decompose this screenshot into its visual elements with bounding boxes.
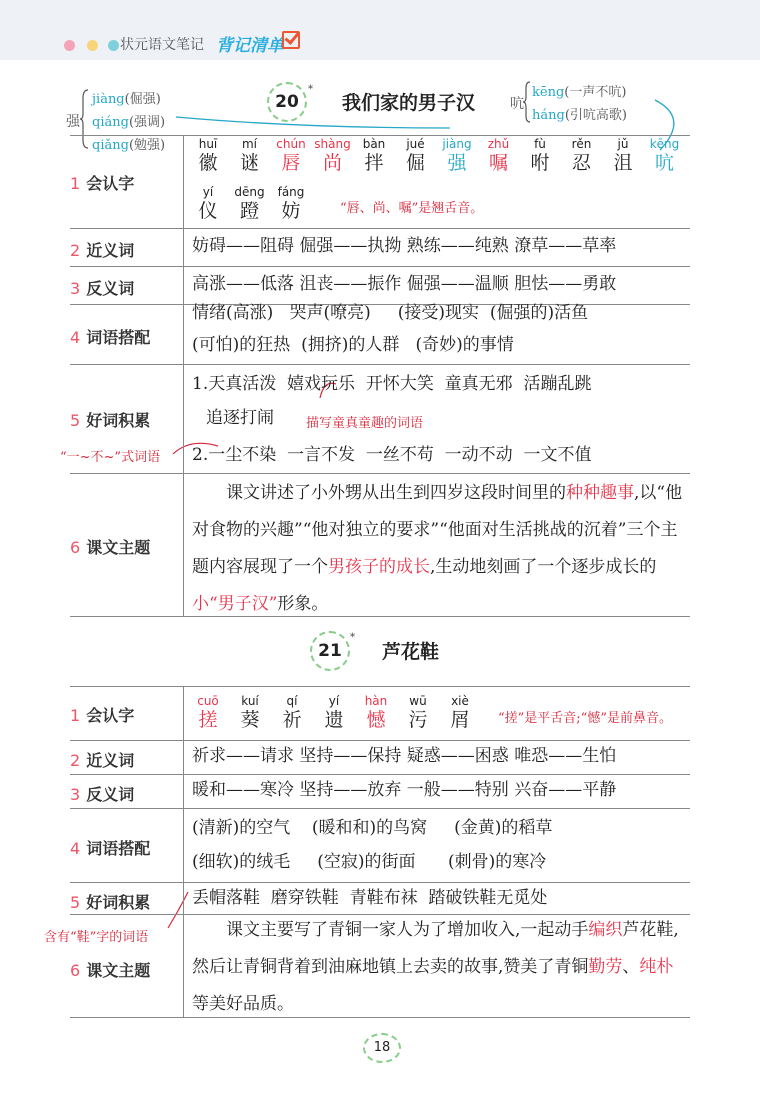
hanzi: 谜: [239, 152, 259, 174]
series-title: 状元语文笔记: [120, 37, 204, 53]
pinyin: cuō: [197, 694, 219, 708]
good-words-line: 2.一尘不染 一言不发 一丝不苟 一动不动 一文不值: [192, 445, 592, 465]
row-label: 1 会认字: [70, 706, 135, 725]
row-label: 2 近义词: [70, 241, 135, 260]
theme-text: 课文讲述了小外甥从出生到四岁这段时间里的: [226, 483, 566, 503]
required-star: *: [308, 84, 313, 95]
synonyms: 妨碍——阻碍 倔强——执拗 熟练——纯熟 潦草——草率: [192, 236, 617, 256]
pinyin: wū: [409, 694, 427, 708]
hanzi: 遗: [324, 709, 344, 731]
recognize-char: [560, 137, 604, 175]
hanzi: 咐: [530, 152, 550, 174]
recognize-char: [269, 137, 313, 175]
collocation-line: (清新)的空气 (暖和和)的鸟窝 (金黄)的稻草: [192, 818, 553, 838]
good-words-line: 1.天真活泼 嬉戏玩乐 开怀大笑 童真无邪 活蹦乱跳: [192, 374, 592, 394]
pinyin: yí: [202, 185, 214, 199]
highlight-text: 男孩子的成长: [328, 557, 430, 577]
row-label: 5 好词积累: [70, 893, 151, 912]
row-label: 6 课文主题: [70, 961, 151, 980]
recognize-char: [186, 137, 230, 175]
polyphone-reading: háng(引吭高歌): [532, 108, 627, 123]
polyphone-reading: qiáng(强调): [92, 115, 166, 130]
hanzi: 妨: [281, 200, 301, 222]
hanzi: 倔: [405, 152, 425, 174]
recognize-char: [438, 694, 482, 732]
row-label: 6 课文主题: [70, 538, 151, 557]
good-words-line: 追逐打闹: [206, 408, 274, 428]
pinyin: jiàng: [442, 137, 472, 151]
recognize-char: [228, 137, 272, 175]
row-label: 3 反义词: [70, 785, 135, 804]
synonyms: 祈求——请求 坚持——保持 疑惑——困惑 唯恐——生怕: [192, 746, 617, 766]
hanzi: 憾: [366, 709, 386, 731]
recognize-char: [435, 137, 479, 175]
pinyin: qí: [286, 694, 298, 708]
good-words: 丢帽落鞋 磨穿铁鞋 青鞋布袜 踏破铁鞋无觅处: [192, 888, 548, 908]
theme-text: ,生动地刻画了一个逐步成长的: [430, 557, 657, 577]
lesson-number-badge: 20: [267, 82, 307, 122]
highlight-text: 种种趣事: [566, 483, 634, 503]
recognize-char: [186, 185, 230, 223]
polyphone-char: 吭: [510, 96, 524, 112]
recognize-char: [186, 694, 230, 732]
pinyin: jǔ: [617, 137, 629, 151]
antonyms: 高涨——低落 沮丧——振作 倔强——温顺 胆怯——勇敢: [192, 274, 617, 294]
row-label: 3 反义词: [70, 279, 135, 298]
row-label: 1 会认字: [70, 174, 135, 193]
page-number: 18: [363, 1033, 401, 1063]
recognize-char: [352, 137, 396, 175]
pronunciation-note: “唇、尚、嘱”是翘舌音。: [340, 201, 484, 216]
row-label: 4 词语搭配: [70, 839, 151, 858]
lesson-title: 我们家的男子汉: [342, 92, 476, 114]
highlight-text: 小“男子汉”: [192, 594, 278, 614]
hanzi: 忍: [571, 152, 591, 174]
pinyin: kēng: [649, 137, 680, 151]
hanzi: 沮: [613, 152, 633, 174]
highlight-text: 纯朴: [639, 957, 674, 977]
pronunciation-note: “搓”是平舌音;“憾”是前鼻音。: [498, 711, 672, 726]
theme-paragraph: [192, 912, 684, 1023]
polyphone-reading: qiǎng(勉强): [92, 138, 166, 153]
hanzi: 嘱: [488, 152, 508, 174]
pinyin: fáng: [277, 185, 305, 199]
hanzi: 污: [408, 709, 428, 731]
recognize-char: [477, 137, 521, 175]
pinyin: rěn: [571, 137, 592, 151]
recognize-chars: [186, 694, 506, 734]
pinyin: bàn: [362, 137, 386, 151]
recognize-char: [643, 137, 687, 175]
hanzi: 拌: [364, 152, 384, 174]
section-title: 背记清单: [216, 36, 284, 56]
recognize-chars-line2: [186, 185, 346, 225]
collocation-line: (可怕)的狂热 (拥挤)的人群 (奇妙)的事情: [192, 335, 514, 355]
recognize-char: [228, 694, 272, 732]
hanzi: 蹬: [239, 200, 259, 222]
pinyin: shàng: [314, 137, 351, 151]
polyphone-reading: kēng(一声不吭): [532, 85, 627, 100]
theme-text: 形象。: [277, 594, 329, 614]
pinyin: yí: [328, 694, 340, 708]
pinyin: zhǔ: [487, 137, 510, 151]
recognize-char: [269, 185, 313, 223]
polyphone-reading: jiàng(倔强): [92, 92, 161, 107]
recognize-chars-line1: [186, 137, 686, 177]
pinyin: hàn: [364, 694, 388, 708]
recognize-char: [396, 694, 440, 732]
theme-paragraph: [192, 475, 684, 623]
polyphone-char: 强: [66, 114, 80, 130]
hanzi: 屑: [450, 709, 470, 731]
theme-text: 课文主要写了青铜一家人为了增加收入,一起动手: [226, 920, 589, 940]
hanzi: 葵: [240, 709, 260, 731]
pinyin: huī: [198, 137, 218, 151]
pinyin: kuí: [241, 694, 259, 708]
recognize-char: [270, 694, 314, 732]
recognize-char: [312, 694, 356, 732]
recognize-char: [601, 137, 645, 175]
row-label: 5 好词积累: [70, 411, 151, 430]
pinyin: mí: [241, 137, 258, 151]
lesson-number-badge: 21: [310, 631, 350, 671]
theme-text: ,以“他对食物的兴趣”“他对独立的要求”“他面对生活挑战的沉着”三个主题内容展现了一个: [192, 483, 683, 577]
recognize-char: [228, 185, 272, 223]
row-label: 4 词语搭配: [70, 328, 151, 347]
antonyms: 暖和——寒冷 坚持——放弃 一般——特别 兴奋——平静: [192, 780, 617, 800]
good-words-note: “一~不~”式词语: [60, 450, 161, 465]
hanzi: 尚: [322, 152, 342, 174]
hanzi: 吭: [654, 152, 674, 174]
recognize-char: [311, 137, 355, 175]
hanzi: 搓: [198, 709, 218, 731]
lesson21-table: [70, 686, 690, 1018]
recognize-char: [518, 137, 562, 175]
lesson20-table: [70, 135, 690, 617]
collocation-line: 情绪(高涨) 哭声(嘹亮) (接受)现实 (倔强的)活鱼: [192, 303, 589, 323]
hanzi: 祈: [282, 709, 302, 731]
hanzi: 徽: [198, 152, 218, 174]
pinyin: xiè: [451, 694, 469, 708]
theme-text: 、: [622, 957, 640, 977]
theme-text: 等美好品质。: [192, 994, 294, 1014]
recognize-char: [394, 137, 438, 175]
good-words-note: 描写童真童趣的词语: [306, 416, 424, 431]
good-words-note: 含有“鞋”字的词语: [44, 930, 149, 945]
required-star: *: [350, 632, 355, 643]
highlight-text: 编织: [588, 920, 623, 940]
pinyin: chún: [276, 137, 306, 151]
collocation-line: (细软)的绒毛 (空寂)的街面 (刺骨)的寒冷: [192, 852, 547, 872]
hanzi: 唇: [281, 152, 301, 174]
pinyin: jué: [406, 137, 425, 151]
hanzi: 强: [447, 152, 467, 174]
recognize-char: [354, 694, 398, 732]
row-label: 2 近义词: [70, 751, 135, 770]
pinyin: fù: [534, 137, 546, 151]
hanzi: 仪: [198, 200, 218, 222]
pinyin: dēng: [234, 185, 265, 199]
highlight-text: 勤劳: [588, 957, 623, 977]
lesson-title: 芦花鞋: [382, 641, 440, 663]
theme-text: 芦花鞋,然后让青铜背着到油麻地镇上去卖的故事,赞美了青铜: [192, 920, 679, 977]
